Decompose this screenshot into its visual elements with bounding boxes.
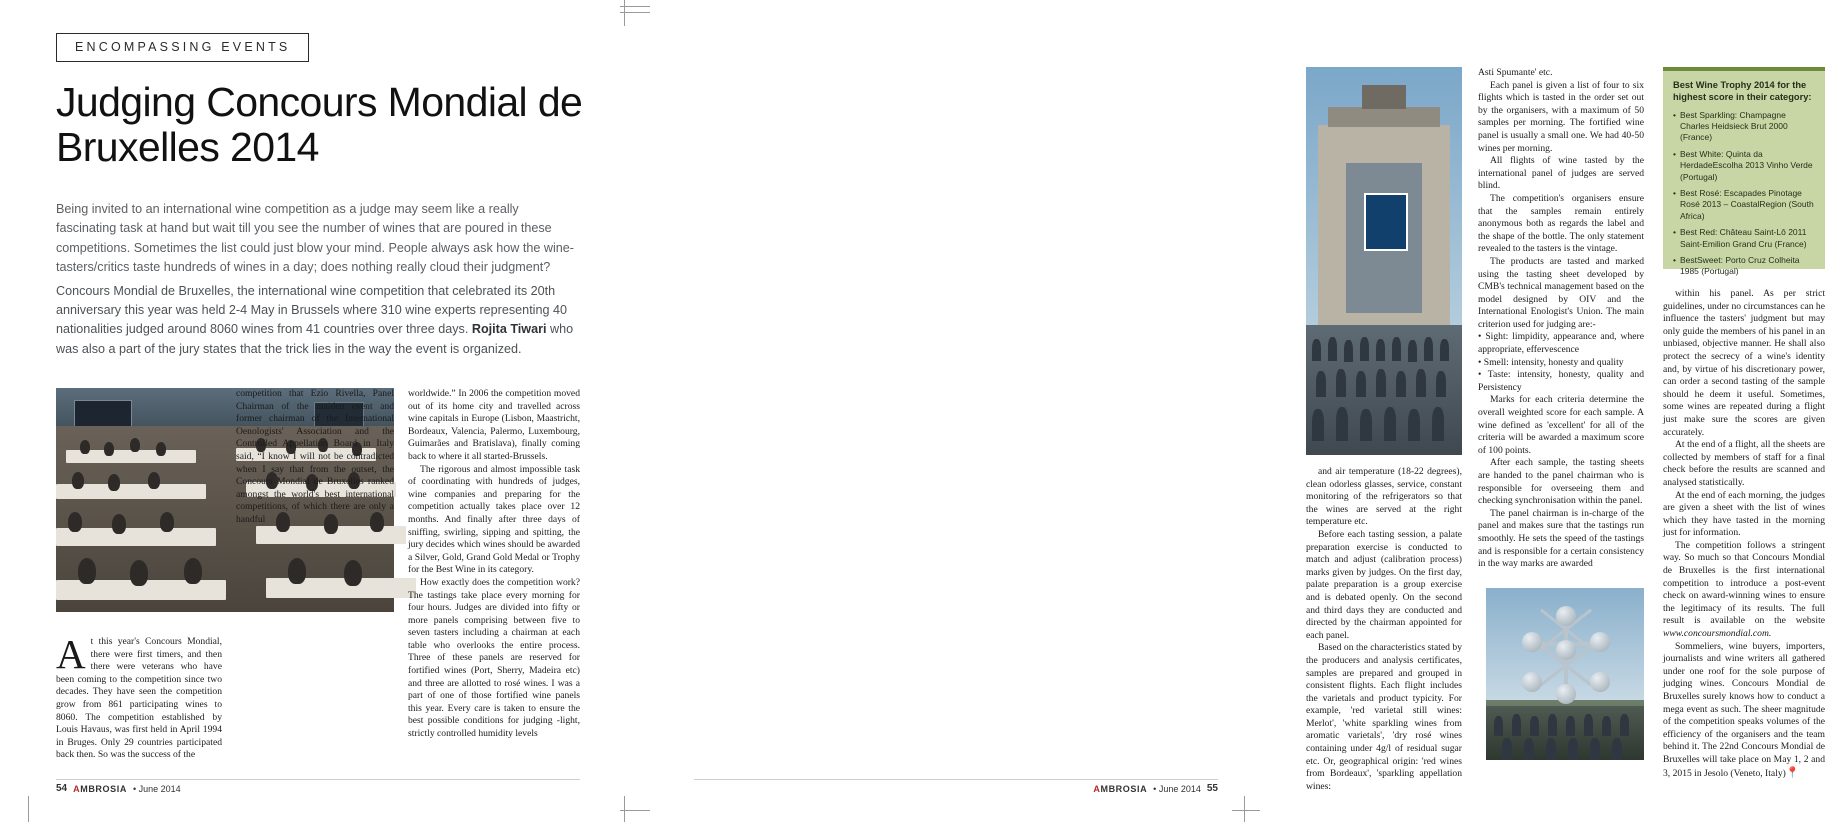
body-paragraph: All flights of wine tasted by the international panel of judges are served blind.: [1478, 155, 1644, 192]
issue-date: • June 2014: [1153, 783, 1201, 794]
page-number: 55: [1206, 783, 1218, 794]
folio-rule: [694, 779, 1218, 780]
crowd-member: [1440, 339, 1449, 361]
body-paragraph: worldwide.” In 2006 the competition moved out of its home city and travelled across wine capitals in Europe (Lisbon, Maastricht, Bordeaux, Valencia, Palermo, Luxembourg, Guimarães and Bratislava), finally coming back to where it all started-Brussels.: [408, 388, 580, 462]
standfirst-paragraph-2: [56, 282, 580, 360]
crowd-member: [1548, 714, 1557, 736]
arch-quadriga-statue: [1362, 85, 1406, 109]
group-photo-crowd: [1306, 325, 1462, 455]
attendee: [68, 512, 82, 532]
body-column-1: [56, 631, 222, 762]
brand-initial: A: [73, 783, 81, 794]
folio-left: [56, 783, 181, 794]
crowd-member: [1530, 716, 1539, 736]
standfirst-p2-part-b: who was also a part of the jury states that the trick lies in the way the event is organized.: [56, 322, 574, 356]
attendee: [130, 560, 148, 586]
crowd-member: [1602, 716, 1611, 736]
body-paragraph: The competition's organisers ensure that the samples remain entirely anonymous both as regards the label and the shape of the bottle. The only statement revealed to the tasters is the vintage.: [1478, 192, 1644, 255]
standfirst-p2-part-a: Concours Mondial de Bruxelles, the international wine competition that celebrated its 20th anniversary this year was held 2-4 May in Brussels where 310 wine experts representing 40 nationalities judged around 8060 wines from 41 countries over three days.: [56, 283, 567, 337]
body-paragraph: [1663, 540, 1825, 641]
crowd-member: [1416, 369, 1426, 397]
crowd-member: [1392, 337, 1401, 361]
issue-date: • June 2014: [132, 783, 181, 794]
trophy-winner-list: [1673, 110, 1815, 278]
attendee: [104, 442, 114, 456]
crowd-member: [1384, 407, 1396, 441]
body-paragraph: [1663, 641, 1825, 781]
photo-cinquantenaire-arch: [1306, 67, 1462, 455]
body-paragraph: The panel chairman is in-charge of the panel and makes sure that the tastings run smoothly. He sets the speed of the tastings and is responsible for a certain consistency in the way marks are awarded: [1478, 507, 1644, 570]
body-text: The competition follows a stringent way. So much so that Concours Mondial de Bruxelles is the first international competition to introduce a post-event check on award-winning wines to ensure the legitimacy of its results. The full result is available on the website: [1663, 539, 1825, 627]
attendee: [184, 558, 202, 584]
body-paragraph: At the end of a flight, all the sheets are collected by members of staff for a final check before the results are scanned and analysed statistically.: [1663, 439, 1825, 488]
attendee: [130, 438, 140, 452]
brand-rest: MBROSIA: [1100, 783, 1148, 794]
attendee: [72, 472, 84, 489]
right-page: [637, 0, 1825, 822]
crowd-member: [1316, 371, 1326, 397]
attendee: [148, 472, 160, 489]
criteria-bullet-sight: • Sight: limpidity, appearance and, where appropriate, effervescence: [1478, 331, 1644, 356]
crowd-member: [1336, 407, 1348, 441]
criteria-bullet-taste: • Taste: intensity, honesty, quality and Persistency: [1478, 369, 1644, 393]
left-page: [0, 0, 637, 822]
body-paragraph: Before each tasting session, a palate preparation exercise is conducted to match and adjust (calibration process) marks given by judges. On the first day, palate preparation is a group exercise and is debated openly. On the second and third days they are conducted and directed by the chairman appointed for each panel.: [1306, 528, 1462, 641]
atomium-sphere: [1590, 632, 1610, 652]
attendee: [288, 558, 306, 584]
list-item: • BestSweet: Porto Cruz Colheita 1985 (Portugal): [1673, 255, 1815, 278]
body-paragraph: within his panel. As per strict guidelines, under no circumstances can he influence the tasters' judgment but may only guide the members of his panel in an unbiased, objective manner. He shall also protect the secrecy of a wine's identity and, by virtue of his discretionary power, can order a second tasting of the sample should he deem it useful. Sometimes, some wines are repeated during a flight just make sure the scores are given accurately.: [1663, 288, 1825, 438]
author-name: Rojita Tiwari: [471, 322, 547, 337]
attendee: [156, 442, 166, 456]
tasting-table: [56, 528, 216, 546]
body-paragraph: The products are tasted and marked using the tasting sheet developed by CMB's technical management based on the model designed by OIV and the International Enologist's Union. The main criterion used for judging are:-: [1478, 255, 1644, 330]
folio-rule: [56, 779, 580, 780]
right-body-column-1: [1306, 466, 1462, 793]
list-item: • Best Rosé: Escapades Pinotage Rosé 2013 – CoastalRegion (South Africa): [1673, 188, 1815, 222]
crowd-member: [1312, 339, 1321, 361]
body-column-2: [236, 388, 394, 527]
magazine-brand: [73, 784, 127, 794]
page-number: 54: [56, 783, 68, 794]
body-paragraph: competition that Ezio Rivella, Panel Chairman of the maiden event and former chairman of the International Oenologists' Association and the Controlled Appellation Board in Italy said, “I know I will not be contradicted when I say that from the outset, the Concours Mondial de Bruxelles ranked amongst the world's best international competitions, of which there are only a handful: [236, 388, 394, 525]
body-column-3: [408, 388, 580, 741]
website-url: www.concoursmondial.com.: [1663, 628, 1772, 640]
attendee: [160, 512, 174, 532]
crowd-member: [1566, 716, 1575, 736]
crowd-member: [1328, 337, 1337, 361]
best-wine-trophy-box: [1663, 67, 1825, 277]
crowd-member: [1568, 738, 1578, 760]
crowd-member: [1396, 371, 1406, 397]
body-paragraph: The rigorous and almost impossible task of coordinating with hundreds of judges, wine companies and preparing for the competition actually takes place over 12 months. And finally after three days of sniffing, swirling, sipping and spitting, the jury decides which wines should be awarded a Silver, Gold, Grand Gold Medal or Trophy for the Best Wine in its category.: [408, 463, 580, 576]
attendee: [80, 440, 90, 454]
crowd-member: [1546, 738, 1556, 760]
atomium-sphere: [1556, 684, 1576, 704]
crowd-member: [1408, 340, 1417, 362]
attendee: [108, 474, 120, 491]
crowd-member: [1344, 340, 1353, 362]
list-item: • Best Sparkling: Champagne Charles Heidsieck Brut 2000 (France): [1673, 110, 1815, 144]
brand-rest: MBROSIA: [80, 783, 127, 794]
group-photo-crowd: [1486, 706, 1644, 760]
magazine-brand: [1093, 784, 1147, 794]
crowd-member: [1620, 714, 1629, 736]
photo-atomium: [1486, 588, 1644, 760]
attendee: [112, 514, 126, 534]
standfirst-paragraph-1: Being invited to an international wine competition as a judge may seem like a really fascinating task at hand but wait till you see the number of wines that are poured in these competitions. Sometimes the list could just blow your mind. People always ask how the wine-tasters/critics taste hundreds of wines in a day; does nothing really cloud their judgment?: [56, 202, 574, 275]
list-item: • Best White: Quinta da HerdadeEscolha 2013 Vinho Verde (Portugal): [1673, 149, 1815, 183]
body-paragraph: Asti Spumante' etc.: [1478, 67, 1553, 78]
crowd-member: [1432, 407, 1444, 441]
body-paragraph: Based on the characteristics stated by the producers and analysis certificates, samples are prepared and grouped in consistent flights. Each flight includes the varietals and product typicity. For example, 'red varietal still wines: Merlot', 'white sparkling wines from aromatic varietals', 'dry rosé wines containing under 4g/l of residual sugar etc. Or, geographical origin: 'red wines from Bordeaux', 'sparkling appellation wines:: [1306, 642, 1462, 792]
crowd-member: [1336, 369, 1346, 397]
crowd-member: [1502, 738, 1512, 760]
crowd-member: [1436, 371, 1446, 397]
crowd-member: [1376, 339, 1385, 361]
body-paragraph: At the end of each morning, the judges are given a sheet with the list of wines which they have tasted in the morning just for information.: [1663, 489, 1825, 539]
body-paragraph: After each sample, the tasting sheets are handed to the panel chairman who is responsible for overseeing them and checking synchronisation within the panel.: [1478, 457, 1644, 507]
atomium-sphere: [1522, 632, 1542, 652]
crowd-member: [1494, 716, 1503, 736]
crowd-member: [1360, 409, 1372, 441]
body-paragraph: How exactly does the competition work?The tastings take place every morning for four hours. Judges are divided into fifty or more panels comprising between five to seven tasters including a chairman at each table who overlooks the entire process. Three of these panels are reserved for fortified wines (Port, Sherry, Madeira etc) and three are allotted to rosé wines. I was a part of one of those fortified wine panels this year. Every care is taken to ensure the best possible conditions for judging -light, strictly controlled humidity levels: [408, 576, 580, 740]
body-text: t this year's Concours Mondial, there were first timers, and then there were veterans who have been coming to the competition since two decades. They have seen the competition grow from 861 participating wines to 8060. The competition established by Louis Havaus, was first held in April 1994 in Bruges. Only 29 countries participated back then. So was the success of the: [56, 636, 222, 761]
crowd-member: [1584, 714, 1593, 736]
list-item: • Best Red: Château Saint-Lô 2011 Saint-Emilion Grand Cru (France): [1673, 227, 1815, 250]
right-body-column-3: [1663, 288, 1825, 780]
page-title: Judging Concours Mondial de Bruxelles 2014: [56, 79, 583, 170]
drop-cap: A: [56, 631, 86, 677]
arch-entablature: [1328, 107, 1440, 127]
crowd-member: [1356, 371, 1366, 397]
atomium-sphere: [1556, 606, 1576, 626]
attendee: [344, 560, 362, 586]
body-paragraph: and air temperature (18-22 degrees), clean odorless glasses, service, constant monitoring of the refrigerators so that the wines are served at the right temperature etc.: [1306, 466, 1462, 528]
body-text: Sommeliers, wine buyers, importers, journalists and wine writers all gathered under one roof for the sole purpose of judging wines. Concours Mondial de Bruxelles surely knows how to conduct a mega event as such. The sheer magnitude of the competition speaks volumes of the efficiency of the organisers and the team behind it. The 22nd Concours Mondial de Bruxelles will take place on May 1, 2 and 3, 2015 in Jesolo (Veneto, Italy): [1663, 640, 1825, 779]
crowd-member: [1512, 714, 1521, 736]
atomium-sphere: [1556, 640, 1576, 660]
folio-right: [1093, 783, 1218, 794]
body-paragraph: Marks for each criteria determine the overall weighted score for each sample. A wine defined as 'excellent' for all of the criteria will be awarded a maximum score of 100 points.: [1478, 394, 1644, 456]
tasting-table: [266, 578, 416, 598]
section-kicker: ENCOMPASSING EVENTS: [56, 33, 309, 62]
crowd-member: [1524, 738, 1534, 760]
attendee: [78, 558, 96, 584]
atomium-sphere: [1522, 672, 1542, 692]
crowd-member: [1312, 409, 1324, 441]
crowd-member: [1376, 369, 1386, 397]
right-body-column-2: [1478, 67, 1644, 571]
brand-initial: A: [1093, 783, 1101, 794]
crowd-member: [1408, 409, 1420, 441]
crowd-member: [1590, 738, 1600, 760]
trophy-box-title: Best Wine Trophy 2014 for the highest score in their category:: [1673, 80, 1812, 102]
event-banner: [1364, 193, 1408, 251]
atomium-sphere: [1590, 672, 1610, 692]
criteria-bullet-smell: • Smell: intensity, honesty and quality: [1478, 356, 1624, 368]
body-paragraph: Each panel is given a list of four to six flights which is tasted in the order set out by the organisers, with a maximum of 50 samples per morning. The fortified wine panel is usually a small one. We had 40-50 wines per morning.: [1478, 79, 1644, 154]
standfirst: [56, 200, 580, 363]
location-pin-icon: 📍: [1785, 766, 1800, 779]
crowd-member: [1360, 337, 1369, 361]
body-paragraph: [56, 631, 222, 762]
crowd-member: [1612, 738, 1622, 760]
crowd-member: [1424, 337, 1433, 361]
